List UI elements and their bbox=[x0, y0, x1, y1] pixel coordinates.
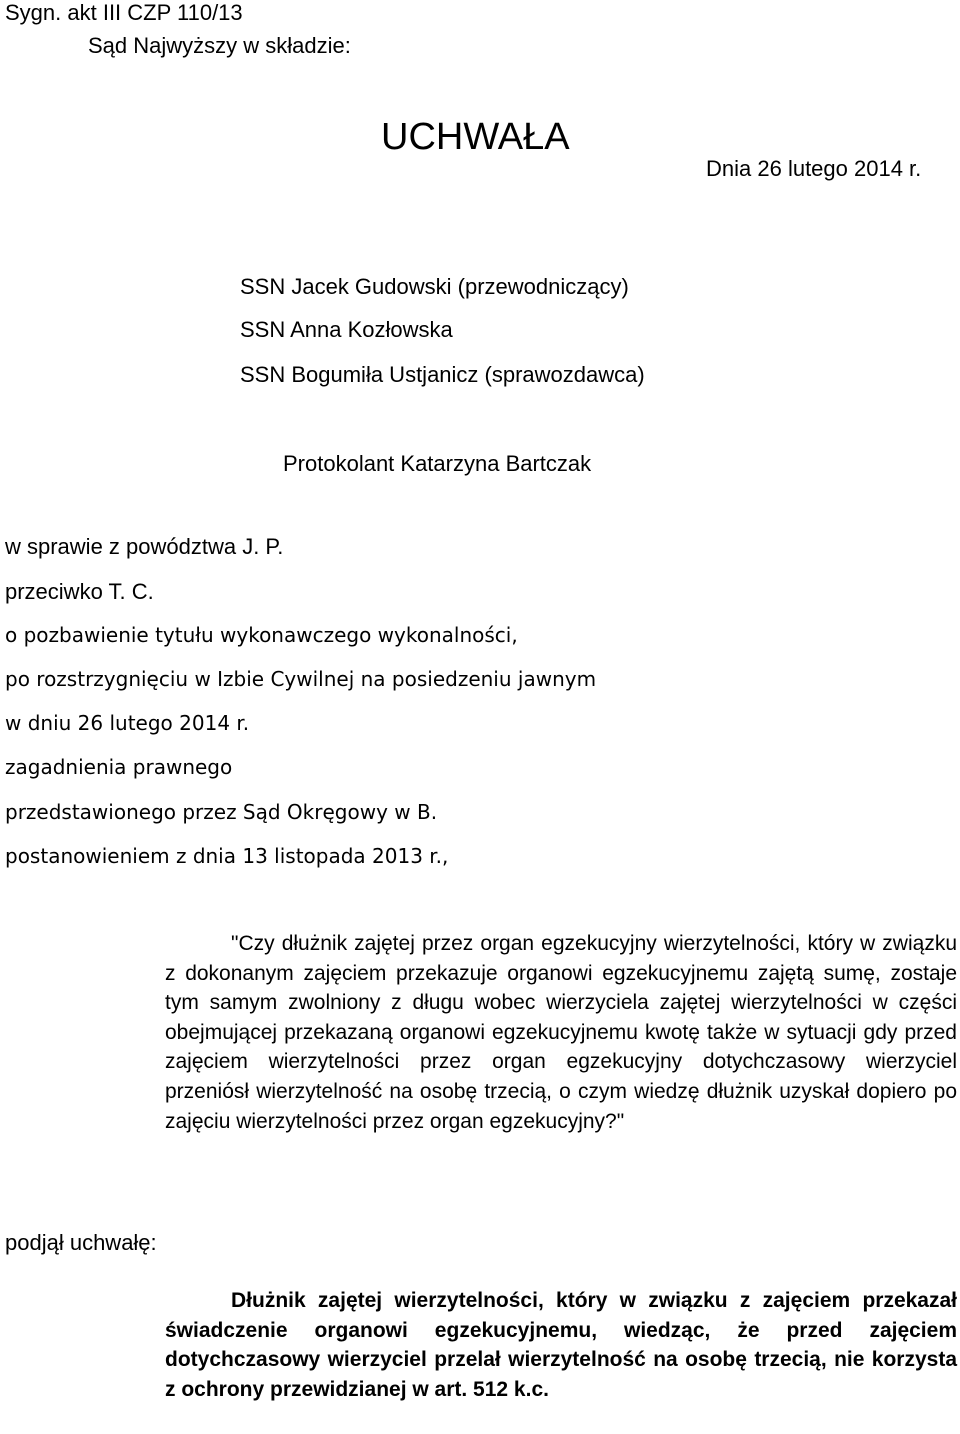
court-clerk: Protokolant Katarzyna Bartczak bbox=[283, 451, 592, 476]
resolution-label: podjął uchwałę: bbox=[5, 1230, 157, 1255]
judge-presiding: SSN Jacek Gudowski (przewodniczący) bbox=[240, 274, 629, 299]
case-subject: o pozbawienie tytułu wykonawczego wykonalności, bbox=[5, 623, 518, 647]
legal-question-text: "Czy dłużnik zajętej przez organ egzekucyjny wierzytelności, który w związku z dokonanym zajęciem przekazuje organowi egzekucyjnemu zajętą sumę, zostaje tym samym zwolniony z długu wobec wierzyciela zajętej wierzytelności w części obejmującej przekazaną organowi egzekucyjnemu kwotę także w sytuacji gdy przed zajęciem wierzytelności przez organ egzekucyjny dotychczasowy wierzyciel przeniósł wierzytelność na osobę trzecią, o czym wiedzę dłużnik uzyskał dopiero po zajęciu wierzytelności przez organ egzekucyjny?" bbox=[165, 932, 957, 1133]
judge-rapporteur: SSN Bogumiła Ustjanicz (sprawozdawca) bbox=[240, 362, 645, 387]
case-session-date: w dniu 26 lutego 2014 r. bbox=[5, 711, 250, 735]
case-session: po rozstrzygnięciu w Izbie Cywilnej na posiedzeniu jawnym bbox=[5, 667, 597, 691]
legal-question bbox=[165, 929, 957, 1136]
resolution-text: Dłużnik zajętej wierzytelności, który w związku z zajęciem przekazał świadczenie organowi egzekucyjnemu, wiedząc, że przed zajęciem dotychczasowy wierzyciel przelał wierzytelność na osobę trzecią, nie korzysta z ochrony przewidzianej w art. 512 k.c. bbox=[165, 1289, 957, 1401]
case-signature: Sygn. akt III CZP 110/13 bbox=[5, 0, 243, 25]
case-defendant: przeciwko T. C. bbox=[5, 579, 154, 604]
judge-member: SSN Anna Kozłowska bbox=[240, 317, 453, 342]
case-plaintiff: w sprawie z powództwa J. P. bbox=[5, 534, 284, 559]
case-referral-order: postanowieniem z dnia 13 listopada 2013 r., bbox=[5, 844, 449, 868]
case-referring-court: przedstawionego przez Sąd Okręgowy w B. bbox=[5, 800, 438, 824]
document-title: UCHWAŁA bbox=[381, 116, 570, 158]
document-date: Dnia 26 lutego 2014 r. bbox=[706, 156, 922, 181]
resolution bbox=[165, 1286, 957, 1404]
case-legal-issue: zagadnienia prawnego bbox=[5, 755, 233, 779]
bench-label: Sąd Najwyższy w składzie: bbox=[88, 33, 351, 58]
